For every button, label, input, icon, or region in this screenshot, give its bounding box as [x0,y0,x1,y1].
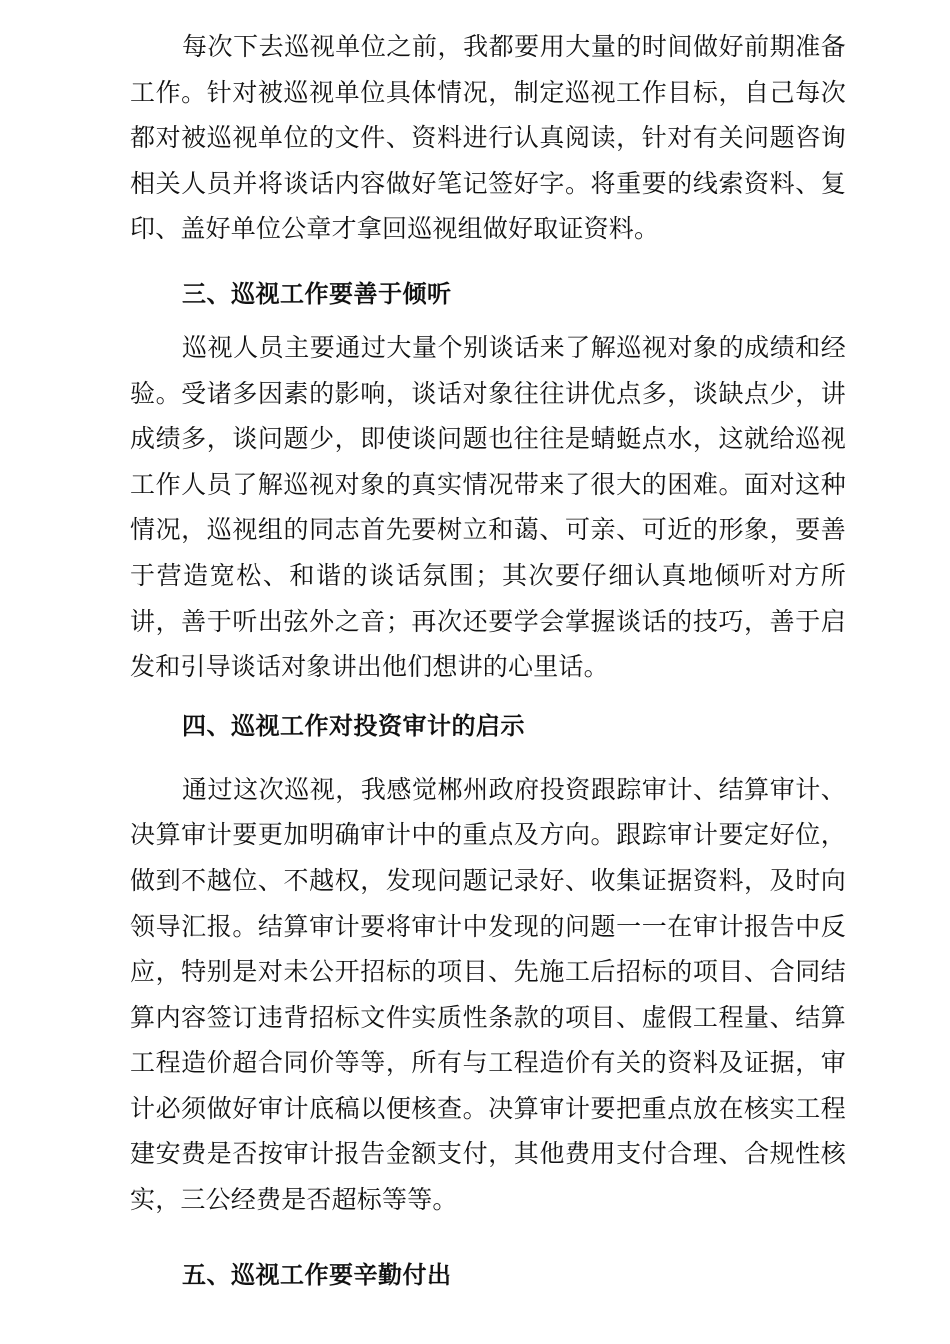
paragraph-listening: 巡视人员主要通过大量个别谈话来了解巡视对象的成绩和经验。受诸多因素的影响，谈话对象往往讲优点多，谈缺点少，讲成绩多，谈问题少，即使谈问题也往往是蜻蜓点水，这就给巡视工作人员了解巡视对象的真实情况带来了很大的困难。面对这种情况，巡视组的同志首先要树立和蔼、可亲、可近的形象，要善于营造宽松、和谐的谈话氛围；其次要仔细认真地倾听对方所讲，善于听出弦外之音；再次还要学会掌握谈话的技巧，善于启发和引导谈话对象讲出他们想讲的心里话。 [130,332,846,682]
section-heading-5: 五、巡视工作要辛勤付出 [182,1260,452,1289]
section-heading-3: 三、巡视工作要善于倾听 [182,279,452,308]
paragraph-spacer [130,690,846,704]
paragraph-spacer [130,317,846,325]
paragraph-spacer [130,1223,846,1253]
paragraph-audit: 通过这次巡视，我感觉郴州政府投资跟踪审计、结算审计、决算审计要更加明确审计中的重点及方向。跟踪审计要定好位，做到不越位、不越权，发现问题记录好、收集证据资料，及时向领导汇报。结算审计要将审计中发现的问题一一在审计报告中反应，特别是对未公开招标的项目、先施工后招标的项目、合同结算内容签订违背招标文件实质性条款的项目、虚假工程量、结算工程造价超合同价等等，所有与工程造价有关的资料及证据，审计必须做好审计底稿以便核查。决算审计要把重点放在核实工程建安费是否按审计报告金额支付，其他费用支付合理、合规性核实，三公经费是否超标等等。 [130,774,846,1215]
paragraph-spacer [130,749,846,767]
paragraph-spacer [130,252,846,272]
paragraph-preparation: 每次下去巡视单位之前，我都要用大量的时间做好前期准备工作。针对被巡视单位具体情况，制定巡视工作目标，自己每次都对被巡视单位的文件、资料进行认真阅读，针对有关问题咨询相关人员并将谈话内容做好笔记签好字。将重要的线索资料、复印、盖好单位公章才拿回巡视组做好取证资料。 [130,32,846,244]
document-body [130,24,846,1298]
section-heading-4: 四、巡视工作对投资审计的启示 [182,711,525,740]
